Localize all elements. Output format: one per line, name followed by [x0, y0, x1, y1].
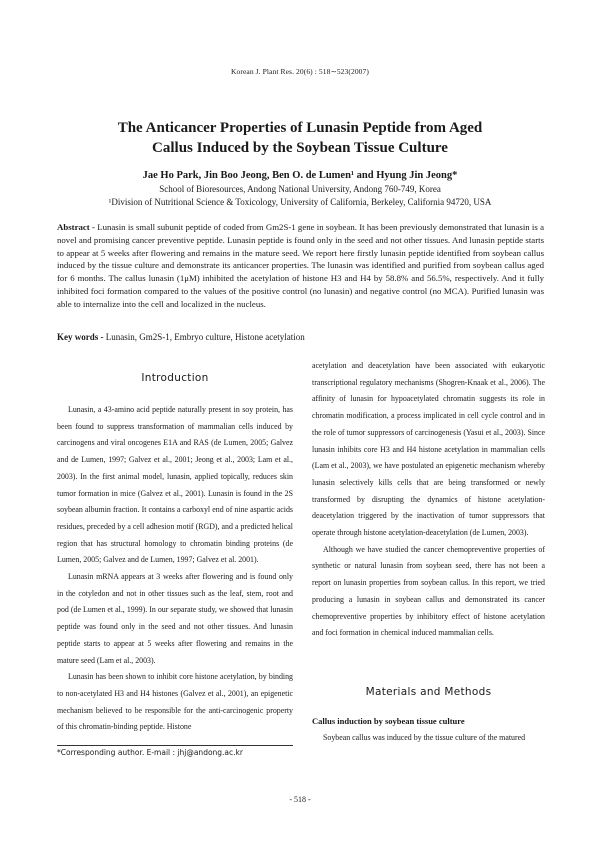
right-column — [312, 358, 545, 642]
affiliation-1: School of Bioresources, Andong National University, Andong 760-749, Korea — [159, 184, 441, 194]
methods-text — [312, 730, 545, 746]
paragraph: Lunasin, a 43-amino acid peptide naturally present in soy protein, has been found to suppress transformation of mammalian cells induced by carcinogens and viral oncogenes E1A and RAS (de Lumen, 2005; Galvez and de Lumen, 1997; Galvez et al., 2001; Jeong et al., 2003; Lam et al., 2003). In the first animal model, lunasin, applied topically, reduces skin tumor formation in mice (Galvez et al., 2001). Lunasin is found in the 2S soybean albumin fraction. It contains a carboxyl end of nine aspartic acids residues, preceded by a cell adhesion motif (RGD), and a predicted helical region that has structural homology to chromatin binding proteins (de Lumen, 2005; Galvez and de Lumen, 1997; Galvez et al. 2001). — [57, 405, 293, 565]
paragraph: Soybean callus was induced by the tissue culture of the matured — [323, 733, 526, 742]
paragraph: Lunasin has been shown to inhibit core histone acetylation, by binding to non-acetylated H3 and H4 histones (Galvez et al., 2001), an epigenetic mechanism believed to be responsible for the anti-carcinogenic property of this chromatin-binding peptide. Histone — [57, 672, 293, 732]
affiliation-2: ¹Division of Nutritional Science & Toxicology, University of California, Berkeley, California 94720, USA — [108, 197, 492, 207]
callus-subheading: Callus induction by soybean tissue culture — [312, 716, 465, 726]
author-list: Jae Ho Park, Jin Boo Jeong, Ben O. de Lumen¹ and Hyung Jin Jeong* — [142, 170, 458, 181]
methods-heading: Materials and Methods — [365, 686, 492, 698]
left-column — [57, 402, 293, 736]
title-line-2: Callus Induced by the Soybean Tissue Culture — [152, 140, 448, 156]
paragraph: Lunasin mRNA appears at 3 weeks after flowering and is found only in the cotyledon and not in other tissues such as the leaf, stem, root and pod (de Lumen et al., 1999). In our separate study, we showed that lunasin peptide was found only in the seed and not other tissues. And lunasin peptide starts to appear at 5 weeks after flowering and remains in the mature seed (Lam et al., 2003). — [57, 572, 293, 665]
journal-reference: Korean J. Plant Res. 20(6) : 518∼523(2007) — [231, 67, 369, 76]
footnote-divider — [57, 745, 293, 746]
abstract-text: Lunasin is small subunit peptide of coded from Gm2S-1 gene in soybean. It has been previously demonstrated that lunasin is a novel and promising cancer preventive peptide. Lunasin peptide is found only in the seed and not other tissues. And lunasin peptide starts to appear at 5 weeks after flowering and remains in the mature seed. We report here firstly lunasin peptide identified from soybean callus induced by the tissue culture and demonstrate its anticancer properties. The lunasin was identified and purified from soybean callus aged for 6 months. The callus lunasin (1μM) inhibited the acetylation of histone H3 and H4 by 58.8% and 56.5%, respectively. And it fully inhibited foci formation compared to the values of the positive control (no lunasin) and negative control (no MCA). Purified lunasin was able to internalize into the cell and localized in the nucleus. — [57, 222, 544, 309]
introduction-heading: Introduction — [141, 372, 209, 384]
page-number: - 518 - — [289, 795, 311, 804]
keywords-label: Key words - — [57, 332, 106, 342]
abstract-label: Abstract - — [57, 222, 98, 232]
paragraph: Although we have studied the cancer chemopreventive properties of synthetic or natural lunasin from soybean seed, there has not been a report on lunasin properties from soybean callus. In this report, we tried producing a lunasin in soybean callus and demonstrated its cancer chemopreventive properties by inhibitory effect of histone acetylation and foci formation in chemical induced mammalian cells. — [312, 544, 545, 638]
title-line-1: The Anticancer Properties of Lunasin Peptide from Aged — [117, 120, 483, 136]
paragraph: acetylation and deacetylation have been associated with eukaryotic transcriptional regulatory mechanisms (Shogren-Knaak et al., 2006). The affinity of lunasin for hypoacetylated chromatin suggests its role in chromatin modification, a process implicated in cell cycle control and in the role of tumor suppressors of carcinogenesis (Yasui et al., 2003). Since lunasin inhibits core H3 and H4 histone acetylation in mammalian cells (Lam et al., 2003), we have postulated an epigenetic mechanism whereby lunasin selectively kills cells that are being transformed or newly transformed by disrupting the dynamics of histone acetylation-deacetylation triggered by the inactivation of tumor suppressors that operate through histone acetylation-deacetylation (de Lumen, 2003). — [312, 361, 545, 538]
paper-title — [0, 118, 600, 158]
abstract — [57, 221, 544, 311]
keywords-text: Lunasin, Gm2S-1, Embryo culture, Histone acetylation — [105, 332, 305, 342]
keywords — [57, 332, 544, 342]
corresponding-author-footnote: *Corresponding author. E-mail : jhj@andong.ac.kr — [57, 748, 243, 757]
